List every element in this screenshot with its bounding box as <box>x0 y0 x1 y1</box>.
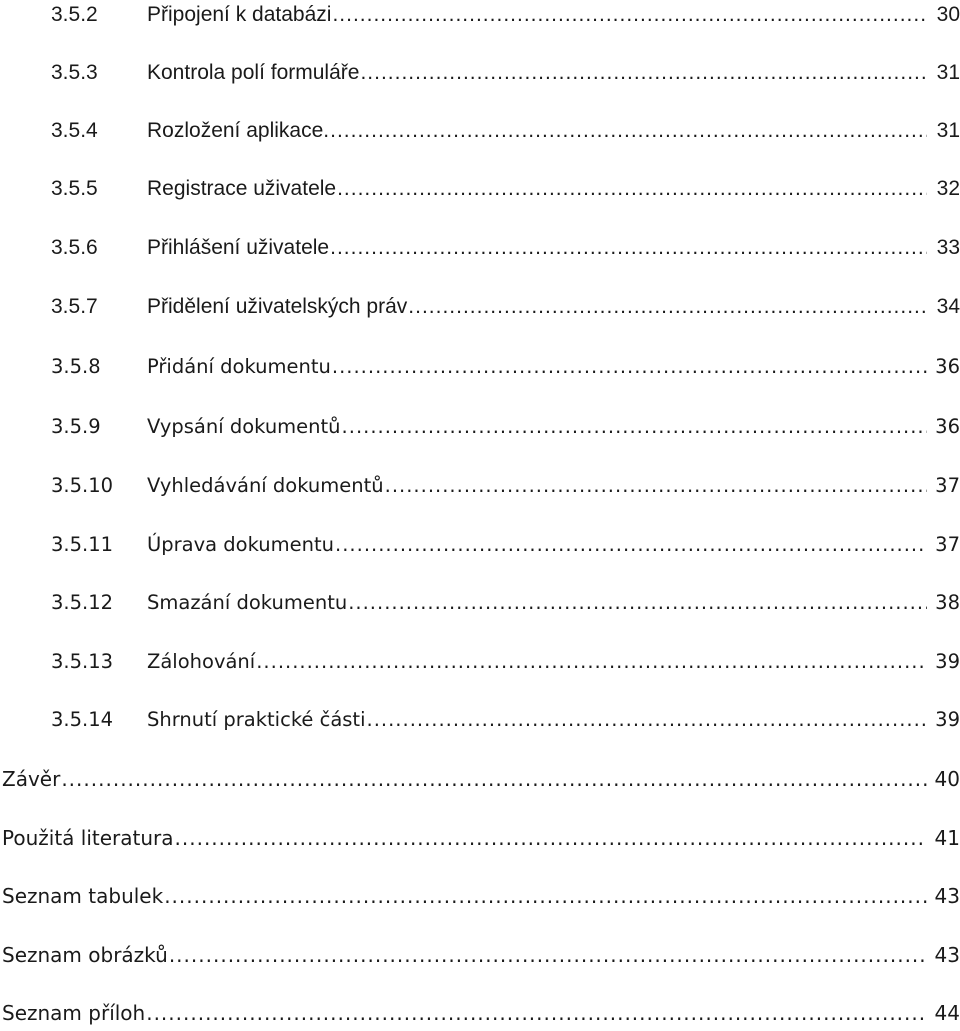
toc-dot-leader <box>367 703 928 737</box>
toc-entry-number: 3.5.14 <box>51 708 114 731</box>
toc-entry-number: 3.5.2 <box>51 3 98 26</box>
toc-entry-number: 3.5.6 <box>51 236 98 259</box>
toc-entry-3-5-9[interactable] <box>51 410 960 444</box>
toc-dot-leader <box>342 410 927 444</box>
toc-entry-page: 37 <box>935 474 960 497</box>
toc-entry-title: Přidání dokumentu <box>147 355 331 378</box>
toc-entry-title: Rozložení aplikace. <box>147 119 330 142</box>
toc-entry-page: 31 <box>936 61 960 84</box>
toc-entry-seznam-priloh[interactable] <box>2 996 960 1030</box>
toc-entry-page: 43 <box>934 943 960 967</box>
toc-entry-page: 39 <box>935 650 960 673</box>
toc-entry-page: 43 <box>934 884 960 908</box>
toc-entry-title: Registrace uživatele <box>147 177 337 200</box>
toc-entry-3-5-10[interactable] <box>51 469 960 503</box>
toc-entry-seznam-tabulek[interactable] <box>2 879 960 913</box>
toc-entry-page: 32 <box>936 177 960 200</box>
toc-entry-page: 30 <box>936 3 960 26</box>
toc-entry-number: 3.5.12 <box>51 591 114 614</box>
toc-entry-page: 37 <box>935 533 960 556</box>
toc-entry-page: 34 <box>936 295 960 318</box>
toc-entry-seznam-obrazku[interactable] <box>2 938 960 972</box>
toc-entry-3-5-13[interactable] <box>51 645 960 679</box>
toc-entry-title: Zálohování <box>147 650 256 673</box>
toc-entry-number: 3.5.8 <box>51 355 101 378</box>
toc-entry-title: Použitá literatura <box>2 826 174 850</box>
toc-entry-page: 41 <box>934 826 960 850</box>
toc-entry-3-5-8[interactable] <box>51 350 960 384</box>
toc-dot-leader <box>348 586 927 620</box>
toc-entry-title: Seznam příloh <box>2 1001 146 1025</box>
toc-dot-leader <box>337 172 927 206</box>
toc-entry-title: Závěr <box>2 767 61 791</box>
toc-entry-3-5-11[interactable] <box>51 528 960 562</box>
toc-entry-number: 3.5.13 <box>51 650 114 673</box>
toc-entry-zaver[interactable] <box>2 762 960 796</box>
toc-dot-leader <box>256 645 927 679</box>
toc-entry-title: Vyhledávání dokumentů <box>147 474 384 497</box>
toc-entry-pouzita-literatura[interactable] <box>2 821 960 855</box>
toc-entry-3-5-14[interactable] <box>51 703 960 737</box>
toc-entry-title: Seznam obrázků <box>2 943 168 967</box>
toc-dot-leader <box>332 0 927 32</box>
toc-entry-title: Kontrola polí formuláře <box>147 61 360 84</box>
toc-entry-number: 3.5.9 <box>51 415 101 438</box>
toc-dot-leader <box>330 231 927 265</box>
toc-entry-number: 3.5.7 <box>51 295 98 318</box>
toc-entry-page: 40 <box>934 767 960 791</box>
toc-entry-3-5-12[interactable] <box>51 586 960 620</box>
toc-entry-title: Shrnutí praktické části <box>147 708 366 731</box>
toc-dot-leader <box>146 996 927 1030</box>
toc-entry-3-5-5[interactable] <box>51 172 960 206</box>
toc-dot-leader <box>385 469 927 503</box>
toc-entry-page: 31 <box>936 119 960 142</box>
toc-entry-page: 33 <box>936 236 960 259</box>
toc-entry-title: Seznam tabulek <box>2 884 164 908</box>
toc-entry-number: 3.5.10 <box>51 474 114 497</box>
toc-entry-3-5-3[interactable] <box>51 56 960 90</box>
toc-entry-number: 3.5.3 <box>51 61 98 84</box>
toc-entry-page: 36 <box>935 415 960 438</box>
toc-entry-title: Přidělení uživatelských práv <box>147 295 408 318</box>
toc-dot-leader <box>332 350 927 384</box>
toc-entry-title: Připojení k databázi <box>147 3 332 26</box>
toc-entry-title: Úprava dokumentu <box>147 533 335 556</box>
toc-dot-leader <box>61 762 927 796</box>
toc-entry-number: 3.5.11 <box>51 533 114 556</box>
toc-dot-leader <box>164 879 927 913</box>
toc-entry-number: 3.5.5 <box>51 177 98 200</box>
toc-entry-3-5-2[interactable] <box>51 0 960 32</box>
toc-dot-leader <box>360 56 927 90</box>
toc-entry-title: Vypsání dokumentů <box>147 415 341 438</box>
toc-entry-title: Přihlášení uživatele <box>147 236 330 259</box>
toc-entry-3-5-4[interactable] <box>51 114 960 148</box>
toc-dot-leader <box>175 821 927 855</box>
toc-dot-leader <box>169 938 927 972</box>
toc-entry-title: Smazání dokumentu <box>147 591 348 614</box>
toc-entry-page: 44 <box>934 1001 960 1025</box>
toc-entry-page: 39 <box>935 708 960 731</box>
toc-entry-page: 38 <box>935 591 960 614</box>
toc-entry-number: 3.5.4 <box>51 119 98 142</box>
toc-entry-3-5-6[interactable] <box>51 231 960 265</box>
toc-dot-leader <box>330 114 927 148</box>
toc-dot-leader <box>335 528 927 562</box>
toc-dot-leader <box>408 290 927 324</box>
toc-entry-3-5-7[interactable] <box>51 290 960 324</box>
toc-entry-page: 36 <box>935 355 960 378</box>
